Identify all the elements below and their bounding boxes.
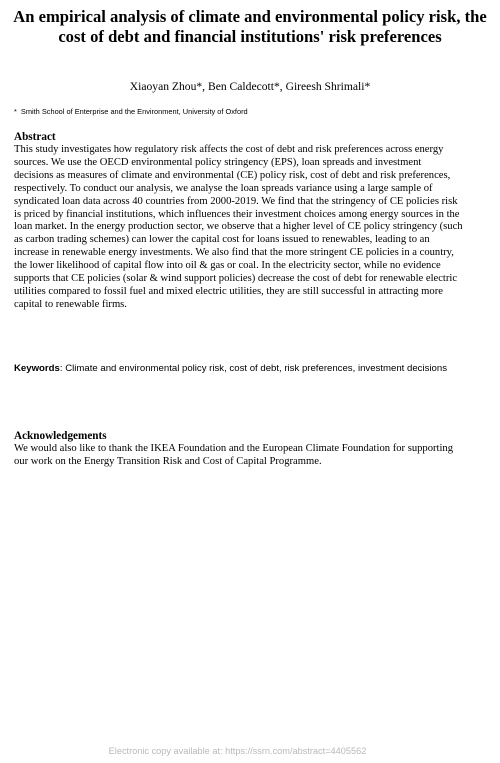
acknowledgements-heading: Acknowledgements	[14, 430, 107, 442]
abstract-heading: Abstract	[14, 131, 56, 143]
author-list: Xiaoyan Zhou*, Ben Caldecott*, Gireesh Shrimali*	[129, 80, 371, 93]
acknowledgements-body: We would also like to thank the IKEA Foundation and the European Climate Foundation for supporting our work on the Energy Transition Risk and Cost of Capital Programme.	[14, 443, 454, 467]
keywords-text: Climate and environmental policy risk, cost of debt, risk preferences, investment decisions	[65, 363, 447, 374]
affiliation-marker: *	[14, 107, 17, 116]
affiliation-note	[14, 107, 484, 117]
affiliation-text: Smith School of Enterprise and the Environment, University of Oxford	[20, 107, 248, 116]
ssrn-footer: Electronic copy available at: https://ssrn.com/abstract=4405562	[108, 746, 367, 756]
keywords-label: Keywords	[14, 363, 60, 374]
paper-title: An empirical analysis of climate and environmental policy risk, the cost of debt and financial institutions' risk preferences	[13, 7, 487, 46]
keywords-section	[14, 363, 466, 376]
abstract-body: This study investigates how regulatory risk affects the cost of debt and risk preferences across energy sources. We use the OECD environmental policy stringency (EPS), loan spreads and investment decisions as measures of climate and environmental (CE) policy risk, cost of debt and risk preferences, respectively. To conduct our analysis, we analyse the loan spreads variance using a large sample of syndicated loan data across 40 countries from 2000-2019. We find that the stringency of CE policies risk is priced by financial institutions, which influences their investment choices among energy sources in the loan market. In the energy production sector, we observe that a higher level of CE policy stringency (such as carbon trading schemes) can lower the capital cost for loans issued to renewables, leading to an increase in renewable energy investments. We also find that the more stringent CE policies in a country, the lower likelihood of capital flow into oil & gas or coal. In the electricity sector, while no evidence supports that CE policies (solar & wind support policies) decrease the cost of debt for renewable electric utilities compared to fossil fuel and mixed electric utilities, they are still successful in attracting more capital to renewable firms.	[14, 144, 463, 310]
keywords-separator: :	[59, 363, 63, 374]
